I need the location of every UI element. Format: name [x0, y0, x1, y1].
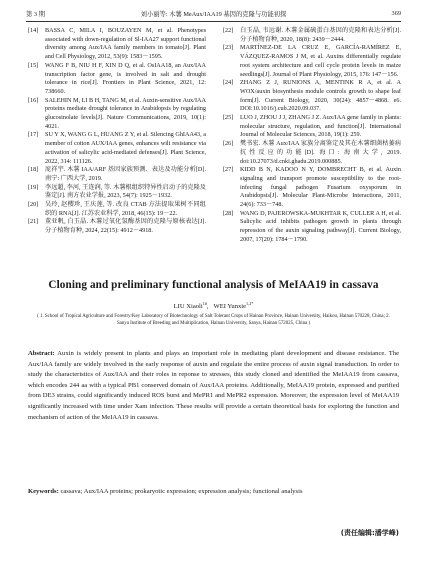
- reference-text: 李远超, 李河, 王连润, 等. 木薯根组织特异性启动子的克隆及鉴定[J]. 南方农业学报, 2023, 54(7): 1925－1932.: [45, 183, 206, 200]
- reference-item: [223, 27, 401, 44]
- reference-number: [15]: [28, 61, 39, 69]
- author-name: LIU Xiaoli: [173, 303, 203, 311]
- reference-text: BASSA C, MILA I, BOUZAYEN M, et al. Phenotypes associated with down-regulation of Sl-IAA27 support functional diversity among Aux/IAA family members in tomato[J]. Plant and Cell Physiology, 2012, 53(9): 1583－1595.: [45, 27, 206, 61]
- reference-number: [25]: [223, 114, 234, 122]
- reference-number: [17]: [28, 131, 39, 139]
- reference-number: [16]: [28, 96, 39, 104]
- references-right-column: [223, 27, 401, 245]
- reference-number: [23]: [223, 44, 234, 52]
- author-line: LIU Xiaoli$^{1\#}$, WEI Yunxie$^{1,2*}$: [173, 301, 254, 311]
- reference-number: [27]: [223, 166, 234, 174]
- reference-number: [20]: [28, 201, 39, 209]
- header-rule: [26, 21, 401, 22]
- reference-item: [223, 210, 401, 245]
- author-marker: 1#: [202, 301, 207, 306]
- reference-item: [223, 79, 401, 114]
- abstract-label: Abstract:: [28, 350, 55, 357]
- issue-label: 第 3 期: [26, 10, 45, 18]
- reference-number: [28]: [223, 209, 234, 217]
- reference-text: LUO J, ZHOU J J, ZHANG J Z. Aux/IAA gene family in plants: molecular structure, regulation, and function[J]. International Journal of Molecular Sciences, 2018, 19(1): 259.: [240, 114, 401, 139]
- reference-number: [19]: [28, 183, 39, 191]
- keywords-label: Keywords:: [28, 488, 59, 495]
- abstract-text: Auxin is widely present in plants and plays an important role in mediating plant development and disease resistance. The Aux/IAA family are widely involved in the early response of auxin and regulate the entire process of auxin signal transduction. In order to study the characteristics of Aux/IAA and their roles in reponse to stresses, this study cloned and identified the MeIAA19 from cassava, which encodes 244 aa with a typical PB1 conserved domain of Aux/IAA proteins. Additionally, MeIAA19 protein, expressed and purified from DE3 strains, could significantly induced ROS burst and MePR1 and MePR2 expression. Moreover, the expression level of MeIAA19 significantly increased with time under Xam infection. These results will provide a certain theoretical basis for exploring the function and mechanism of action of the MeIAA19 in cassava.: [28, 350, 399, 421]
- reference-text: MARTÍNEZ-DE LA CRUZ E, GARCÍA-RAMÍREZ E, VÁZQUEZ-RAMOS J M, et al. Auxins differentially regulate root system architecture and cell cycle protein levels in maize seedlings[J]. Journal of Plant Physiology, 2015, 176: 147－156.: [240, 44, 401, 78]
- reference-text: WANG F B, NIU H F, XIN D Q, et al. OsIAA18, an Aux/IAA transcription factor gene, is involved in salt and drought tolerance in rice[J]. Frontiers in Plant Science, 2021, 12: 738660.: [45, 61, 206, 95]
- reference-text: 樊书宏. 木薯 Aux/IAA 家族分离鉴定及其在木薯细菌枯萎病抗性反应的功能[D]. 海口: 海南大学, 2019. doi:10.27073/d.cnki.ghadu.2019.000885.: [240, 140, 401, 165]
- reference-item: [28, 166, 206, 183]
- reference-item: [223, 140, 401, 166]
- reference-number: [18]: [28, 166, 39, 174]
- reference-text: 董亚帆, 白玉晶. 木薯过氧化氢酶基因的克隆与原核表达[J]. 分子植物育种, 2024, 22(15): 4912－4918.: [45, 218, 206, 235]
- english-title: Cloning and preliminary functional analysis of MeIAA19 in cassava: [48, 279, 379, 291]
- references-left-column: [28, 27, 206, 245]
- reference-item: [28, 131, 206, 166]
- abstract: [28, 349, 399, 423]
- reference-item: [28, 201, 206, 218]
- reference-text: 庞祥宇. 木薯 IAA/ARF 基因家族预测、表达及功能分析[D]. 南宁: 广西大学, 2019.: [45, 166, 206, 182]
- keywords: [28, 487, 399, 497]
- author-name: WEI Yunxie: [213, 303, 247, 311]
- author-marker: 1,2*: [246, 301, 254, 306]
- reference-number: [21]: [28, 218, 39, 226]
- reference-number: [22]: [223, 27, 234, 34]
- keywords-text: cassava; Aux/IAA proteins; prokaryotic expression; expression analysis; functional analysis: [60, 488, 303, 495]
- reference-item: [28, 97, 206, 132]
- reference-item: [223, 114, 401, 140]
- reference-item: [28, 184, 206, 201]
- reference-item: [28, 218, 206, 235]
- reference-number: [24]: [223, 79, 234, 87]
- editor-note: (责任编辑:潘学峰): [340, 529, 399, 537]
- reference-text: 白玉晶, 韦远谢. 木薯金属硫蛋白基因的克隆和表达分析[J]. 分子植物育种, 2020, 18(8): 2439－2444.: [240, 27, 401, 43]
- affiliation: ( 1. School of Tropical Agriculture and Forestry/Key Laboratory of Biotechnology of Salt Tolerant Crops of Hainan Province, Hainan University, Haikou, Hainan 570228, China; 2. Sanya Institute of Breeding and Multiplication, Hainan University, Sanya, Hainan 572025, China ): [37, 314, 390, 327]
- running-title: 刘小丽等: 木薯 MeAux/IAA19 基因的克隆与功能初探: [140, 11, 287, 18]
- reference-text: KIDD B N, KADOO N Y, DOMBRECHT B, et al. Auxin signaling and transport promote susceptibility to the root-infecting fungal pathogen Fusarium oxysporum in Arabidopsis[J]. Molecular Plant-Microbe Interactions, 2011, 24(6): 733－748.: [240, 166, 401, 209]
- reference-number: [26]: [223, 140, 234, 148]
- reference-text: 吴玲, 赵樱珍, 王庆莲, 等. 改良 CTAB 方法提取果树不同组织的 RNA[J]. 江苏农业科学, 2018, 46(15): 19－22.: [45, 201, 206, 217]
- reference-text: SU Y X, WANG G L, HUANG Z Y, et al. Silencing GhIAA43, a member of cotton AUX/IAA genes, enhances wilt resistance via activation of salicylic acid-mediated defenses[J]. Plant Science, 2022, 314: 111126.: [45, 131, 206, 165]
- reference-number: [14]: [28, 27, 39, 34]
- references: [28, 27, 401, 245]
- reference-text: ZHANG Z J, RUNIONS A, MENTINK R A, et al. A WOX/auxin biosynthesis module controls growth to shape leaf form[J]. Current Biology, 2020, 30(24): 4857－4868. e6. DOI:10.1016/j.cub.2020.09.037.: [240, 79, 401, 113]
- reference-text: SALEHIN M, LI B H, TANG M, et al. Auxin-sensitive Aux/IAA proteins mediate drought tolerance in Arabidopsis by regulating glucosinolate levels[J]. Nature Communications, 2019, 10(1): 4021.: [45, 96, 206, 130]
- reference-item: [28, 62, 206, 97]
- running-header: [26, 7, 401, 19]
- reference-item: [223, 166, 401, 210]
- reference-item: [28, 27, 206, 62]
- reference-text: WANG D, PAJEROWSKA-MUKHTAR K, CULLER A H, et al. Salicylic acid inhibits pathogen growth in plants through repression of the auxin signaling pathway[J]. Current Biology, 2007, 17(20): 1784－1790.: [240, 209, 401, 243]
- reference-item: [223, 44, 401, 79]
- page-number: 369: [391, 9, 401, 17]
